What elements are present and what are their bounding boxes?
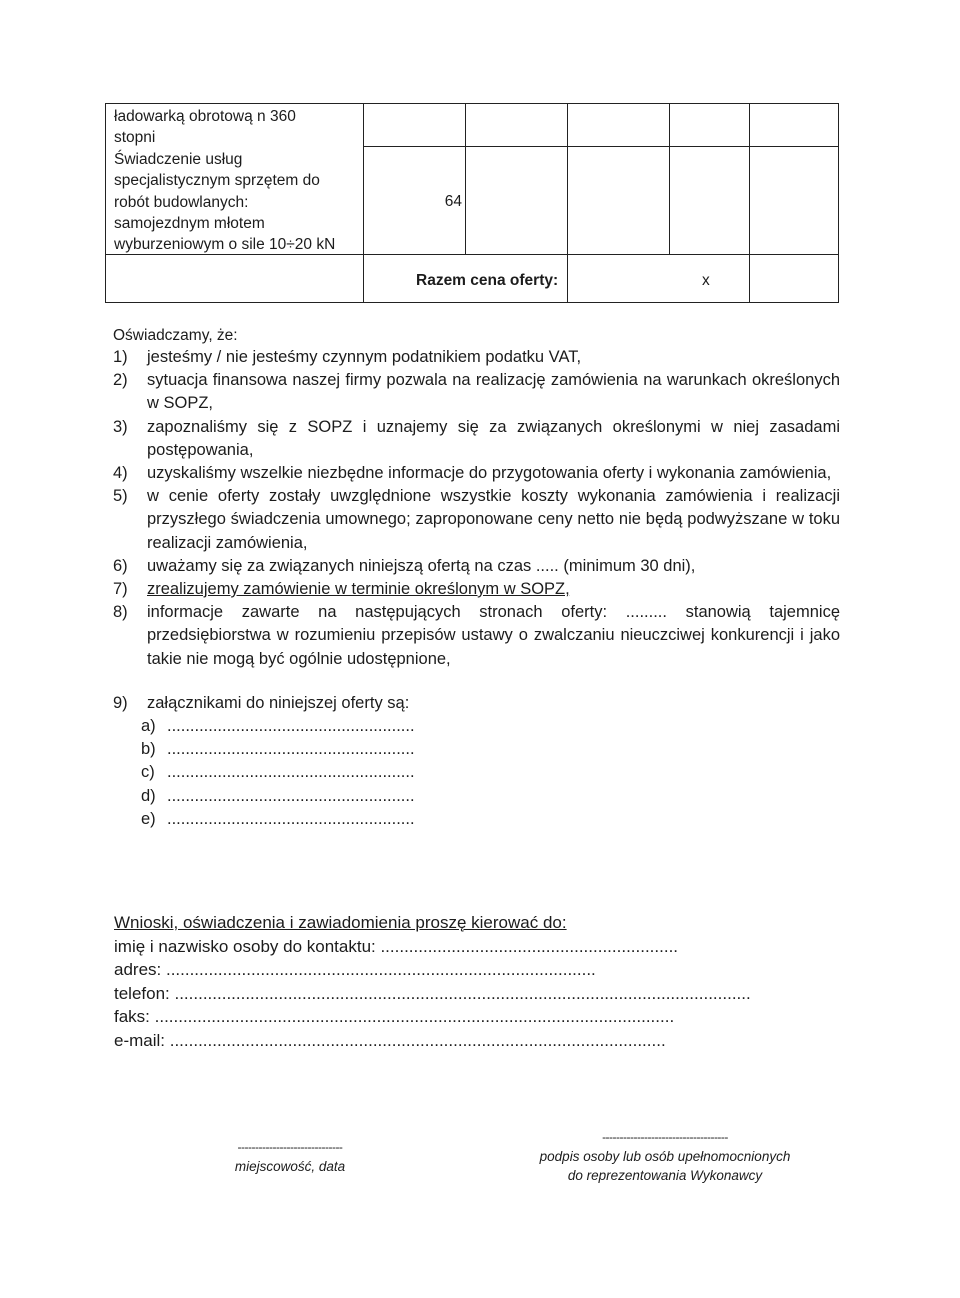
item-number: 7) — [113, 580, 128, 599]
item-number: 5) — [113, 487, 128, 506]
description-line: wyburzeniowym o sile 10÷20 kN — [114, 236, 336, 254]
item-text: jesteśmy / nie jesteśmy czynnym podatnikiem podatku VAT, — [147, 348, 582, 366]
contact-section — [114, 911, 751, 1052]
contact-email-line: e-mail: ......................................................................................................... — [114, 1030, 666, 1050]
description-line: Świadczenie usług — [114, 150, 243, 168]
total-mark: x — [702, 272, 710, 289]
signature-label: podpis osoby lub osób upełnomocnionych — [539, 1149, 791, 1164]
item-text: sytuacja finansowa naszej firmy pozwala na realizację zamówienia na warunkach określonych w SOPZ, — [147, 371, 840, 413]
attachment-line — [113, 738, 840, 761]
attachment-letter: b) — [141, 740, 156, 759]
description-line: robót budowlanych: — [114, 193, 249, 211]
item-number: 2) — [113, 371, 128, 390]
description-line: samojezdnym młotem — [114, 215, 265, 233]
item-text: uzyskaliśmy wszelkie niezbędne informacje do przygotowania oferty i wykonania zamówienia, — [147, 464, 832, 483]
signature-line: ------------------------------ — [237, 1140, 343, 1154]
contact-name-line: imię i nazwisko osoby do kontaktu: ............................................................... — [114, 936, 679, 956]
item-text: załącznikami do niniejszej oferty są: — [147, 693, 410, 712]
item-text: informacje zawarte na następujących stronach oferty: ......... stanowią tajemnicę przedsiębiorstwa w rozumieniu przepisów ustawy o zwalczaniu nieuczciwej konkurencji i jako takie nie mogą być ogólnie udostępnione, — [147, 603, 840, 668]
item-text — [147, 578, 840, 601]
description-line: stopni — [114, 129, 156, 147]
item-number: 1) — [113, 348, 128, 366]
list-item — [113, 578, 840, 601]
statements-list — [113, 346, 840, 831]
list-item — [113, 369, 840, 415]
table-divider — [363, 146, 838, 147]
list-item — [113, 485, 840, 555]
attachment-dots: ...................................................... — [167, 740, 415, 759]
list-item — [113, 555, 840, 578]
attachment-dots: ...................................................... — [167, 809, 415, 828]
table-divider — [465, 104, 466, 254]
attachment-dots: ...................................................... — [167, 786, 415, 805]
list-item — [113, 462, 840, 485]
underlined-text: zrealizujemy zamówienie w terminie określonym w SOPZ, — [147, 580, 570, 599]
attachment-letter: a) — [141, 717, 156, 736]
table-divider — [749, 104, 750, 302]
table-divider — [669, 104, 670, 254]
offer-table — [105, 103, 839, 303]
attachment-dots: ...................................................... — [167, 763, 415, 782]
item-text: uważamy się za związanych niniejszą ofertą na czas ..... (minimum 30 dni), — [147, 556, 696, 575]
attachment-line — [113, 785, 840, 808]
statements-intro: Oświadczamy, że: — [113, 327, 238, 344]
list-item — [113, 601, 840, 671]
attachment-line — [113, 808, 840, 831]
signature-line: ------------------------------------ — [602, 1130, 728, 1144]
table-divider — [567, 104, 568, 302]
service-description — [114, 106, 364, 256]
signature-label: do reprezentowania Wykonawcy — [567, 1168, 763, 1183]
item-number: 3) — [113, 417, 128, 436]
quantity-value: 64 — [444, 193, 462, 210]
place-date-signature — [200, 1138, 380, 1176]
attachment-dots: ...................................................... — [167, 717, 415, 736]
contact-phone-line: telefon: .......................................................................................................................... — [114, 983, 751, 1003]
attachment-letter: e) — [141, 809, 156, 828]
total-price-label: Razem cena oferty: — [416, 272, 559, 289]
attachment-letter: d) — [141, 786, 156, 805]
attachment-line — [113, 715, 840, 738]
attachment-line — [113, 761, 840, 784]
item-number: 8) — [113, 603, 128, 622]
description-line: ładowarką obrotową n 360 — [114, 108, 296, 125]
list-item — [113, 346, 840, 369]
list-item — [113, 416, 840, 462]
signature-label: miejscowość, data — [234, 1159, 346, 1174]
item-number: 6) — [113, 556, 128, 575]
item-number: 4) — [113, 464, 128, 483]
item-number: 9) — [113, 693, 128, 712]
list-item — [113, 692, 840, 715]
description-line: specjalistycznym sprzętem do — [114, 172, 320, 190]
item-text: zapoznaliśmy się z SOPZ i uznajemy się za związanych określonymi w niej zasadami postępowania, — [147, 417, 840, 459]
contact-address-line: adres: ........................................................................................... — [114, 960, 596, 979]
contact-fax-line: faks: .............................................................................................................. — [114, 1007, 675, 1026]
item-text: w cenie oferty zostały uwzględnione wszystkie koszty wykonania zamówienia i realizacji przyszłego świadczenia umownego; zaproponowane ceny netto nie będą podwyższane w toku realizacji zamówienia, — [147, 487, 840, 552]
contact-heading: Wnioski, oświadczenia i zawiadomienia proszę kierować do: — [114, 913, 567, 932]
attachment-letter: c) — [141, 763, 155, 782]
authorized-signature — [515, 1128, 815, 1185]
